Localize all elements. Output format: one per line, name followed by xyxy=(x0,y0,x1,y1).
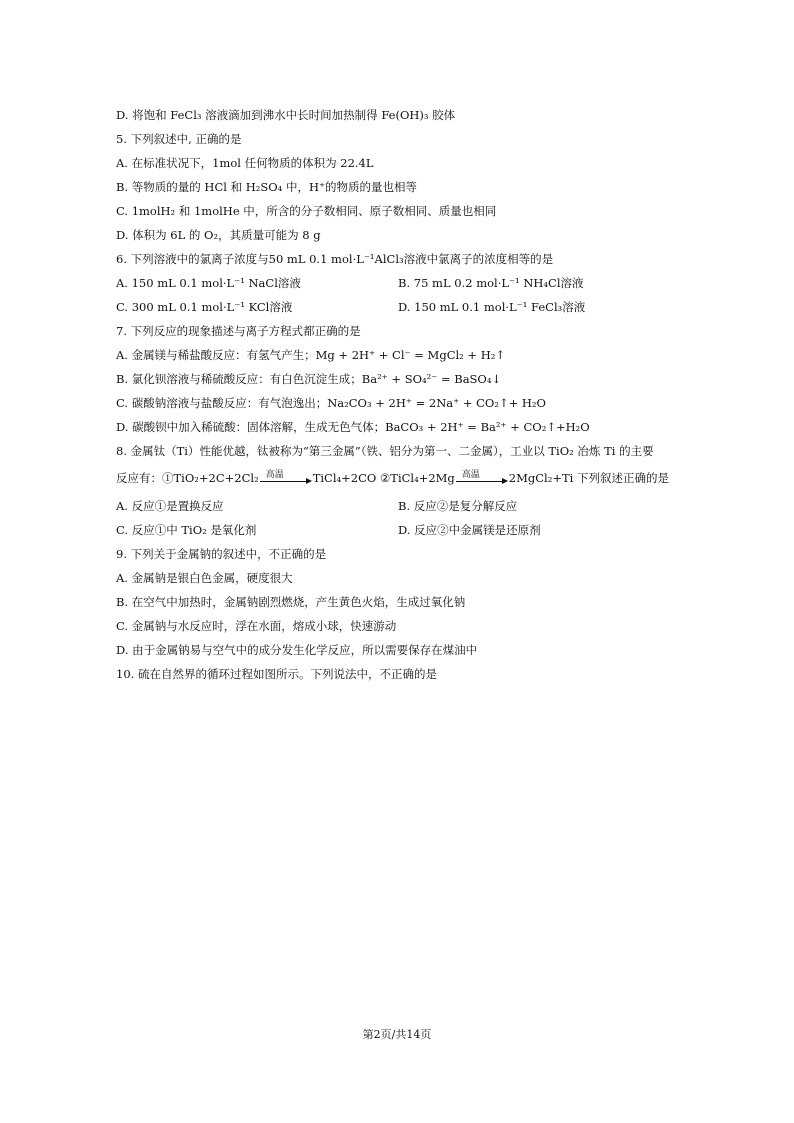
q5-option-c: C. 1molH₂ 和 1molHe 中，所含的分子数相同、原子数相同、质量也相同 xyxy=(116,204,497,218)
q7-option-a: A. 金属镁与稀盐酸反应：有氢气产生；Mg + 2H⁺ + Cl⁻ = MgCl₂ + H₂↑ xyxy=(116,348,505,362)
q4-option-d: D. 将饱和 FeCl₃ 溶液滴加到沸水中长时间加热制得 Fe(OH)₃ 胶体 xyxy=(116,108,456,122)
q8-option-d: D. 反应②中金属镁是还原剂 xyxy=(398,523,541,537)
q9-option-a: A. 金属钠是银白色金属，硬度很大 xyxy=(116,571,293,585)
q7-stem: 7. 下列反应的现象描述与离子方程式都正确的是 xyxy=(116,324,361,338)
q9-option-c: C. 金属钠与水反应时，浮在水面，熔成小球，快速游动 xyxy=(116,619,397,633)
q8-stem: 8. 金属钛（Ti）性能优越，钛被称为“第三金属”（铁、铝分为第一、二金属），工业以 TiO₂ 冶炼 Ti 的主要 xyxy=(116,444,654,458)
reaction-condition: 高温 xyxy=(461,470,480,480)
q8-equation-mid: TiCl₄+2CO ②TiCl₄+2Mg xyxy=(312,471,455,485)
q7-option-d: D. 碳酸钡中加入稀硫酸：固体溶解，生成无色气体；BaCO₃ + 2H⁺ = Ba²⁺ + CO₂↑+H₂O xyxy=(116,420,590,434)
q6-option-c: C. 300 mL 0.1 mol·L⁻¹ KCl溶液 xyxy=(116,300,293,314)
q8-option-a: A. 反应①是置换反应 xyxy=(116,499,224,513)
page-footer: 第2页/共14页 xyxy=(362,1028,432,1041)
q9-option-d: D. 由于金属钠易与空气中的成分发生化学反应，所以需要保存在煤油中 xyxy=(116,643,478,657)
q5-stem: 5. 下列叙述中, 正确的是 xyxy=(116,132,242,146)
q6-option-a: A. 150 mL 0.1 mol·L⁻¹ NaCl溶液 xyxy=(116,276,301,290)
q5-option-a: A. 在标准状况下，1mol 任何物质的体积为 22.4L xyxy=(116,156,374,170)
q8-option-c: C. 反应①中 TiO₂ 是氧化剂 xyxy=(116,523,257,537)
q6-option-d: D. 150 mL 0.1 mol·L⁻¹ FeCl₃溶液 xyxy=(398,300,586,314)
q9-stem: 9. 下列关于金属钠的叙述中，不正确的是 xyxy=(116,547,327,561)
q7-option-c: C. 碳酸钠溶液与盐酸反应：有气泡逸出；Na₂CO₃ + 2H⁺ = 2Na⁺ + CO₂↑+ H₂O xyxy=(116,396,546,410)
q6-stem: 6. 下列溶液中的氯离子浓度与50 mL 0.1 mol·L⁻¹AlCl₃溶液中氯离子的浓度相等的是 xyxy=(116,252,554,266)
q10-stem: 10. 硫在自然界的循环过程如图所示。下列说法中，不正确的是 xyxy=(116,667,437,681)
reaction-condition: 高温 xyxy=(265,470,284,480)
q8-equation-prefix: 反应有：①TiO₂+2C+2Cl₂ xyxy=(116,471,259,485)
q8-equation-suffix: 2MgCl₂+Ti 下列叙述正确的是 xyxy=(508,471,669,485)
reaction-arrow-icon xyxy=(456,470,508,485)
q6-option-b: B. 75 mL 0.2 mol·L⁻¹ NH₄Cl溶液 xyxy=(398,276,584,290)
q8-option-b: B. 反应②是复分解反应 xyxy=(398,499,518,513)
q9-option-b: B. 在空气中加热时，金属钠剧烈燃烧，产生黄色火焰，生成过氧化钠 xyxy=(116,595,466,609)
q5-option-b: B. 等物质的量的 HCl 和 H₂SO₄ 中，H⁺的物质的量也相等 xyxy=(116,180,418,194)
q5-option-d: D. 体积为 6L 的 O₂，其质量可能为 8 g xyxy=(116,228,321,242)
q8-equation xyxy=(116,470,669,486)
q7-option-b: B. 氯化钡溶液与稀硫酸反应：有白色沉淀生成；Ba²⁺ + SO₄²⁻ = BaSO₄↓ xyxy=(116,372,502,386)
reaction-arrow-icon xyxy=(260,470,312,485)
